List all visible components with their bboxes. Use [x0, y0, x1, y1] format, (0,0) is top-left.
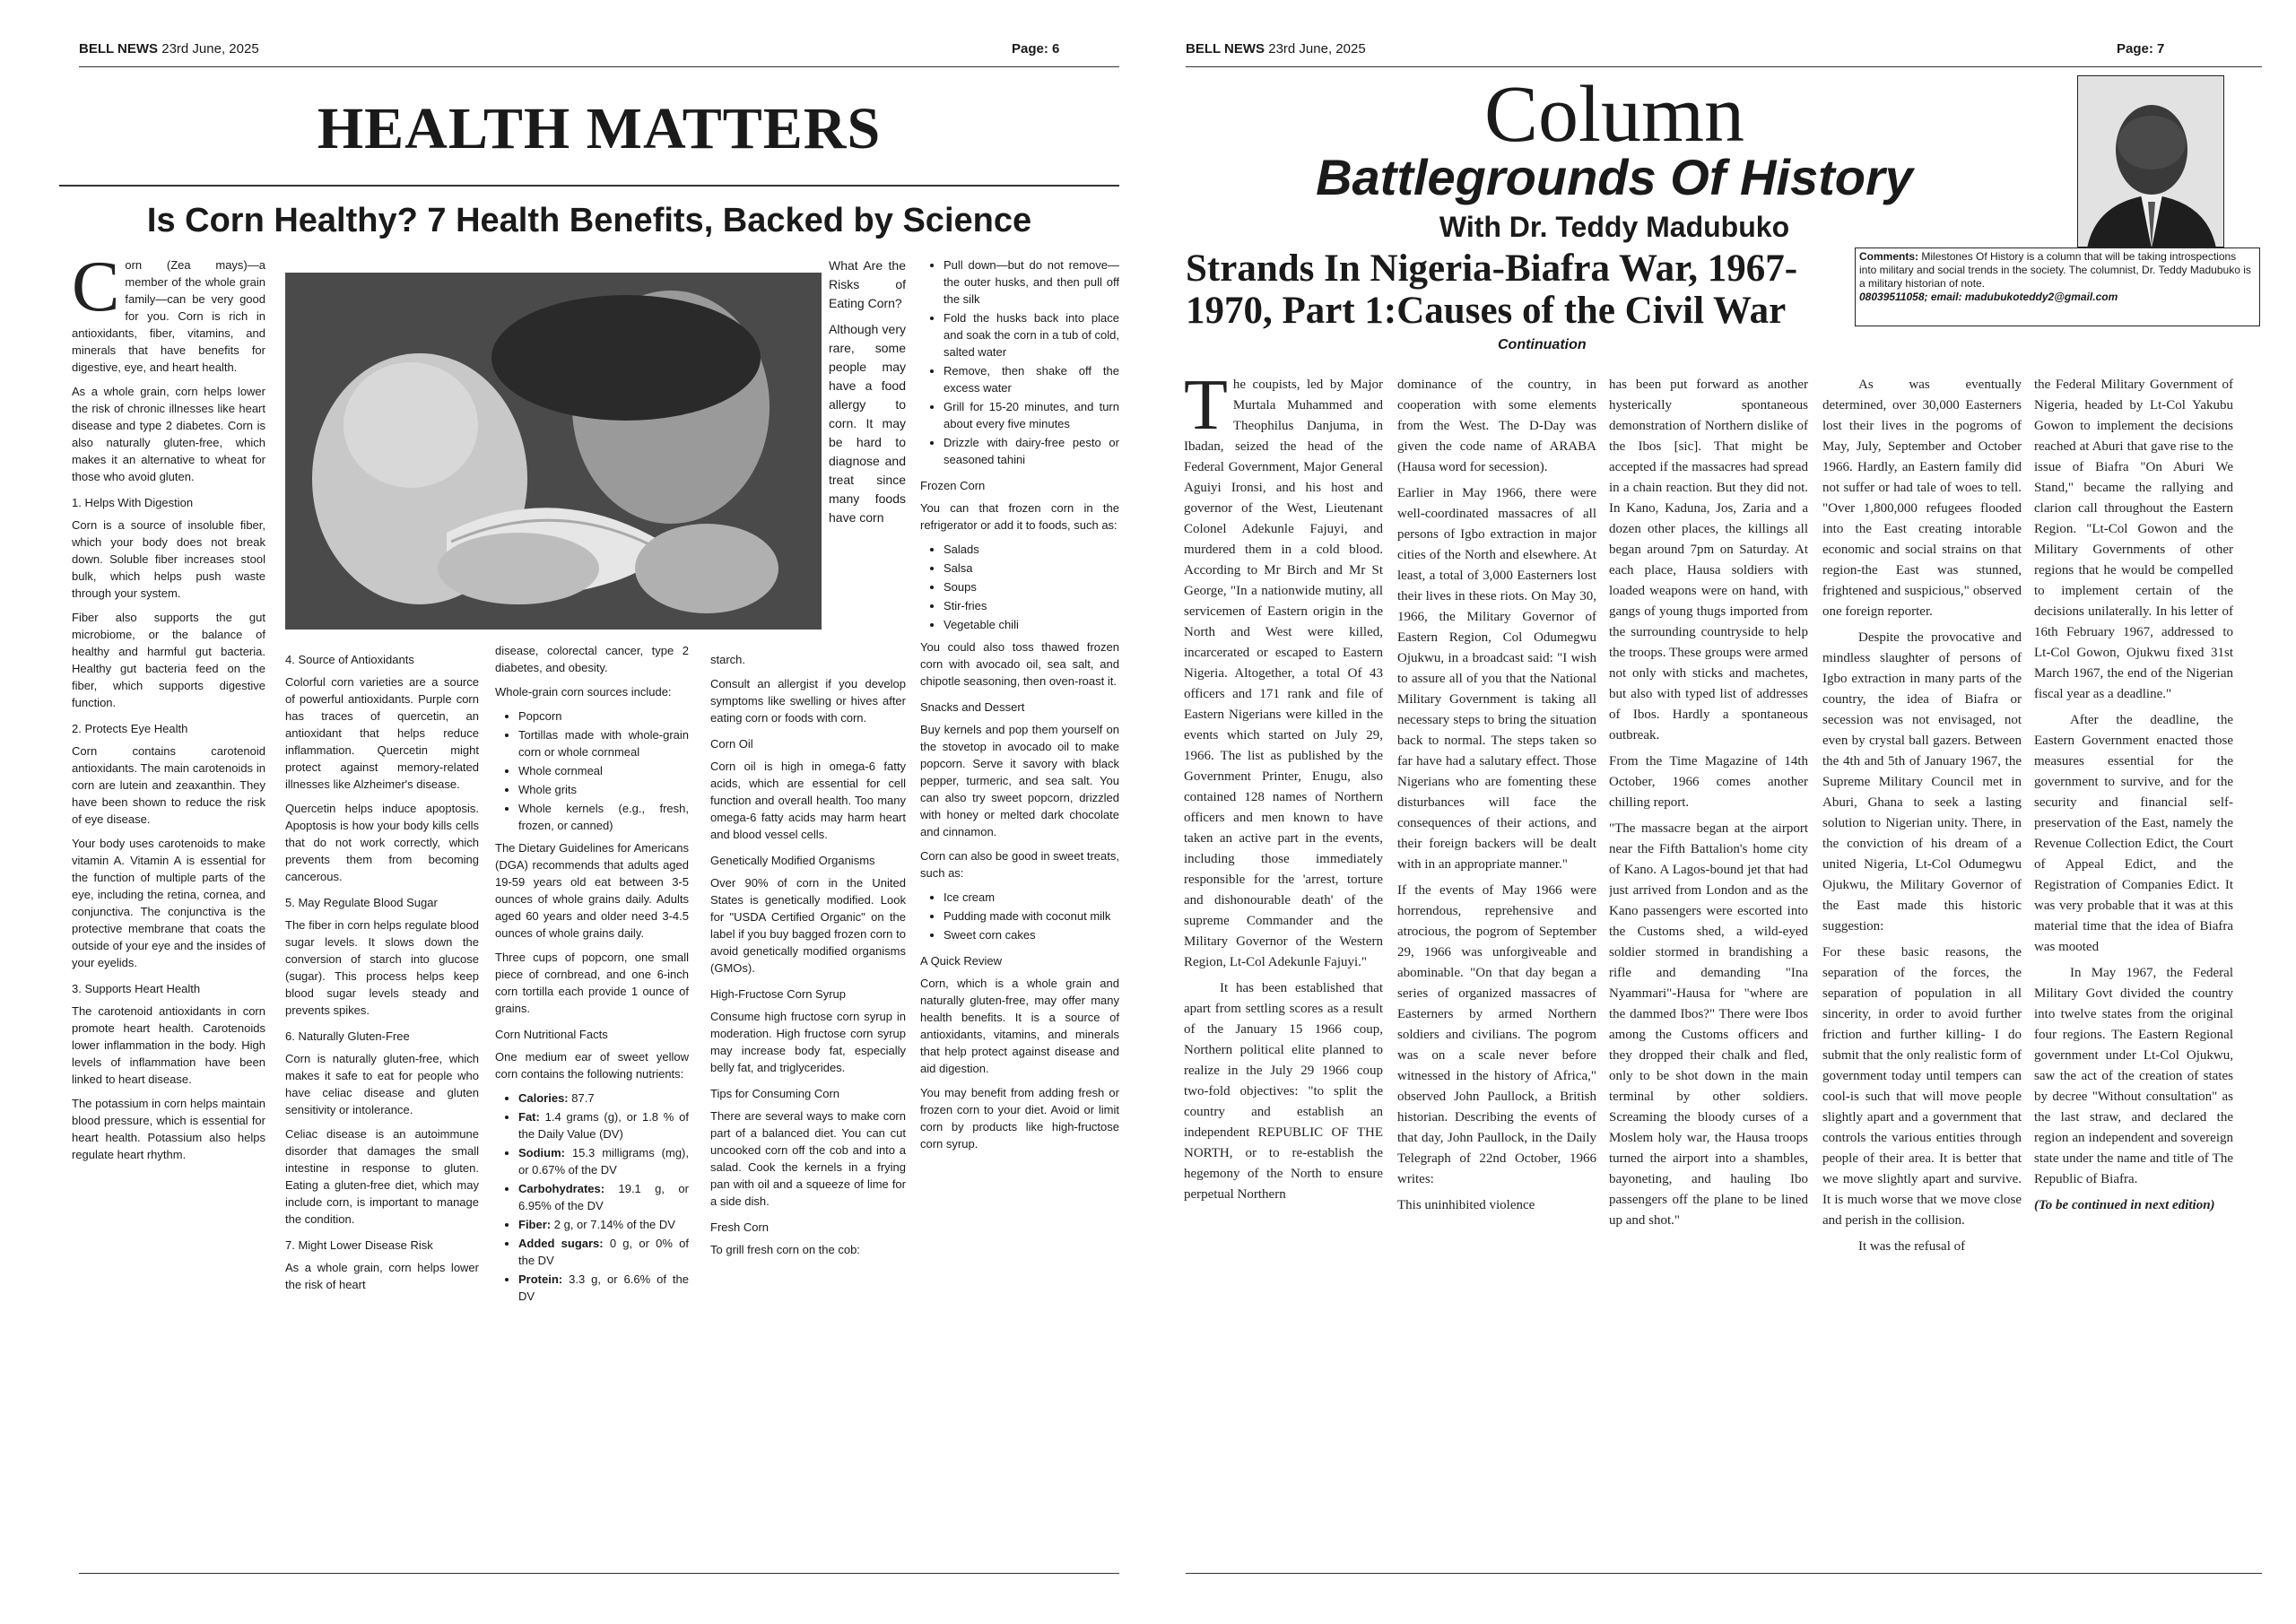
- paragraph: To grill fresh corn on the cob:: [710, 1243, 860, 1256]
- paragraph: Despite the provocative and mindless slaughter of persons of Igbo extraction in many parts of the country, the idea of Biafra or secession was not envisaged, not even by crystal ball gazers. Between the 4th and 5th of January 1967, the Supreme Military Council met in Aburi, Ghana to seek a lasting solution to Nigerian unity. There, in the conviction of his dream of a united Nigeria, Lt-Col Odumegwu Ojukwu, the Military Governor of the East made this historic suggestion:: [1822, 630, 2022, 934]
- paragraph: There are several ways to make corn part of a balanced diet. You can cut uncooked corn off the cob and into a salad. Cook the kernels in a frying pan with oil and a squeeze of lime for a side dish.: [710, 1109, 906, 1208]
- nutrient-name: Fat:: [518, 1110, 540, 1124]
- paragraph: Colorful corn varieties are a source of powerful antioxidants. Purple corn has traces of quercetin, an antioxidant that helps reduce inflammation. Quercetin might protect against memory-related illnesses like Alzheimer's disease.: [285, 675, 479, 791]
- paragraph: You may benefit from adding fresh or frozen corn to your diet. Avoid or limit corn by products like high-fructose corn syrup.: [920, 1086, 1119, 1151]
- list-item: • Grill for 15-20 minutes, and turn about every five minutes: [944, 398, 1119, 432]
- drop-cap: C: [72, 256, 120, 326]
- paragraph: Whole-grain corn sources include:: [495, 685, 672, 699]
- list-item: [518, 1180, 689, 1214]
- comments-text: Milestones Of History is a column that will be taking introspections into military and social trends in the society. The columnist, Dr. Teddy Madubuko is a military historian of note.: [1859, 250, 2251, 290]
- paper-name: BELL NEWS: [1186, 41, 1265, 56]
- subheading: 1. Helps With Digestion: [72, 496, 194, 509]
- nutrient-value: 1.4 grams (g), or 1.8 % of the Daily Value (DV): [518, 1110, 689, 1141]
- continuation-label: Continuation: [1498, 337, 1587, 352]
- paragraph: disease, colorectal cancer, type 2 diabetes, and obesity.: [495, 644, 689, 674]
- paragraph: dominance of the country, in cooperation with some elements from the West. The D-Day was given the code name of ARABA (Hausa word for secession).: [1397, 378, 1596, 474]
- paragraph: It has been established that apart from settling scores as a result of the January 15 1966 coup, Northern political elite planned to realize in the July 29 1966 coup two-fold objectives: "to split the country and establish an independent REPUBLIC OF THE NORTH, or to re-establish the hegemony of the North to ensure perpetual Northern: [1184, 981, 1383, 1202]
- list-item: • Fold the husks back into place and soak the corn in a tub of cold, salted water: [944, 309, 1119, 360]
- paragraph: This uninhibited violence: [1397, 1198, 1535, 1212]
- paragraph: The carotenoid antioxidants in corn promote heart health. Carotenoids lower inflammation in the body. High levels of inflammation have been linked to heart disease.: [72, 1004, 265, 1086]
- subheading: A Quick Review: [920, 954, 1003, 968]
- nutrient-value: 3.3 g, or 6.6% of the DV: [518, 1272, 689, 1303]
- nutrient-value: 2 g, or 7.14% of the DV: [553, 1218, 675, 1231]
- subheading: 5. May Regulate Blood Sugar: [285, 896, 438, 909]
- sweet-treats-list: [944, 889, 1119, 943]
- subheading: 4. Source of Antioxidants: [285, 653, 414, 666]
- list-item: [518, 1108, 689, 1142]
- article-headline: Is Corn Healthy? 7 Health Benefits, Backed by Science: [146, 202, 1032, 239]
- history-column-2: [1397, 375, 1596, 1576]
- running-header-right: [1186, 41, 1366, 56]
- drop-cap: T: [1184, 375, 1228, 445]
- list-item: • Pudding made with coconut milk: [944, 908, 1119, 925]
- paragraph: Over 90% of corn in the United States is genetically modified. Look for "USDA Certified Organic" on the label if you buy bagged frozen corn to avoid genetically modified organisms (GMOs).: [710, 876, 906, 975]
- list-item: • Salads: [944, 541, 1119, 558]
- list-item: • Remove, then shake off the excess water: [944, 362, 1119, 396]
- nutrient-name: Protein:: [518, 1272, 563, 1286]
- footer-rule: [79, 1573, 1119, 1574]
- paragraph: The potassium in corn helps maintain blood pressure, which is essential for heart health. Potassium also helps regulate heart rhythm.: [72, 1097, 265, 1161]
- paragraph: Corn is naturally gluten-free, which makes it safe to eat for people who have celiac disease and gluten sensitivity or intolerance.: [285, 1052, 479, 1116]
- list-item: [518, 1271, 689, 1305]
- history-column-1: [1184, 375, 1383, 1576]
- subheading: Snacks and Dessert: [920, 700, 1025, 714]
- paragraph: Buy kernels and pop them yourself on the stovetop in avocado oil to make popcorn. Serve it savory with black pepper, turmeric, and sea salt. You can also try sweet popcorn, drizzled with honey or melted dark chocolate and cinnamon.: [920, 723, 1119, 838]
- page-number: Page: 7: [2117, 41, 2165, 56]
- health-column-4: [710, 651, 906, 1566]
- list-item: • Vegetable chili: [944, 616, 1119, 633]
- nutrient-value: 87.7: [571, 1091, 595, 1105]
- page-7: [1148, 0, 2296, 1624]
- paragraph: the Federal Military Government of Nigeria, headed by Lt-Col Yakubu Gowon to implement the decisions reached at Aburi that gave rise to the issue of Biafra "On Aburi We Stand," became the rallying and clarion call throughout the Eastern Region. "Lt-Col Gowon and the Military Governments of other regions that he would be compelled to implement certain of the decisions unilaterally. In his letter of 16th February 1967, addressed to Lt-Col Gowon, Ojukwu fixed 31st March 1967, the end of the Nigerian fiscal year as a deadline.": [2034, 378, 2233, 701]
- health-column-5: [920, 256, 1119, 1566]
- nutrient-name: Added sugars:: [518, 1237, 604, 1250]
- column-word: Column: [1483, 70, 1745, 159]
- comments-box: [1855, 248, 2260, 326]
- subheading: Frozen Corn: [920, 479, 986, 492]
- nutrient-name: Sodium:: [518, 1146, 565, 1159]
- health-column-3: [495, 642, 689, 1566]
- list-item: • Whole cornmeal: [518, 762, 689, 779]
- paragraph: starch.: [710, 653, 746, 666]
- nutrient-name: Fiber:: [518, 1218, 552, 1231]
- page-number: Page: 6: [1012, 41, 1060, 56]
- whole-grain-list: [518, 708, 689, 834]
- paragraph: Consult an allergist if you develop symptoms like swelling or hives after eating corn or foods with corn.: [710, 677, 906, 725]
- corn-photo: [285, 273, 822, 630]
- subheading: Corn Nutritional Facts: [495, 1028, 608, 1041]
- paragraph: As a whole grain, corn helps lower the risk of heart: [285, 1261, 479, 1291]
- section-rule: [59, 185, 1119, 187]
- subheading: Tips for Consuming Corn: [710, 1087, 840, 1100]
- footer-rule: [1186, 1573, 2262, 1574]
- list-item: • Drizzle with dairy-free pesto or seasoned tahini: [944, 434, 1119, 468]
- paragraph: From the Time Magazine of 14th October, 1966 comes another chilling report.: [1609, 754, 1808, 810]
- byline: With Dr. Teddy Madubuko: [1439, 211, 1790, 243]
- header-rule: [1186, 66, 2262, 67]
- columnist-photo: [2077, 75, 2224, 248]
- paragraph: It was the refusal of: [1858, 1239, 1966, 1254]
- comments-label: Comments:: [1859, 250, 1919, 263]
- list-item: • Pull down—but do not remove—the outer husks, and then pull off the silk: [944, 256, 1119, 308]
- contact-info: 08039511058; email: madubukoteddy2@gmail.com: [1859, 291, 2118, 303]
- list-item: • Ice cream: [944, 889, 1119, 906]
- paragraph: Earlier in May 1966, there were well-coordinated massacres of all persons of Igbo extraction in major cities of the North and elsewhere. At least, a total of 3,000 Easterners lost their lives in these riots. On May 30, 1966, the Military Governor of Eastern Region, Col Odumegwu Ojukwu, in a broadcast said: "I wish to assure all of you that the National Military Government is taking all necessary steps to bring the situation back to normal. The steps taken so far have had a salutary effect. Those Nigerians who are fomenting these disturbances will face the consequences of their actions, and their foreign backers will be dealt with in an appropriate manner.": [1397, 486, 1596, 872]
- paragraph: Fiber also supports the gut microbiome, or the balance of healthy and harmful gut bacteria. Healthy gut bacteria feed on the fiber, which supports digestive function.: [72, 611, 265, 709]
- paragraph: Corn contains carotenoid antioxidants. The main carotenoids in corn are lutein and zeaxanthin. They have been shown to reduce the risk of eye disease.: [72, 744, 265, 826]
- history-column-5: [2034, 375, 2233, 1576]
- subheading: Corn Oil: [710, 737, 753, 751]
- subheading: Genetically Modified Organisms: [710, 854, 875, 867]
- grill-steps-list: [944, 256, 1119, 468]
- subheading: 7. Might Lower Disease Risk: [285, 1238, 433, 1252]
- paragraph: has been put forward as another hysterically spontaneous demonstration of Northern dislike of the Ibos [sic]. That might be accepted if the massacres had spread in a chain reaction. But they did not. In Kano, Kaduna, Jos, Zaria and a dozen other places, the killings all began around 7pm on Saturday. At each place, Hausa soldiers with loaded weapons were on hand, with gangs of young thugs imported from the surrounding countryside to help the troops. These groups were armed not only with sticks and machetes, but also with typed list of addresses of Ibos. Hardly a spontaneous outbreak.: [1609, 378, 1808, 743]
- running-header-left: [79, 41, 259, 56]
- history-column-3: [1609, 375, 1808, 1576]
- paragraph: Celiac disease is an autoimmune disorder that damages the small intestine in response to gluten. Eating a gluten-free diet, which may include corn, is important to manage the condition.: [285, 1127, 479, 1226]
- paragraph: he coupists, led by Major Murtala Muhammed and Theophilus Danjuma, in Ibadan, seized the head of the Federal Government, Major General Aguiyi Ironsi, and his host and governor of the West, Lieutenant Colonel Adekunle Fajuyi, and murdered them in a cold blood. According to Mr Birch and Mr St George, "In a nationwide mutiny, all servicemen of Eastern origin in the North and West were killed, incarcerated or escaped to Eastern Nigeria. Altogether, a total Of 43 officers and 171 rank and file of Eastern Nigerians were killed in the events which started on July 29, 1966. The list as published by the Government Printer, Enugu, also contained 128 names of Northern officers and men known to have taken an active part in the events, including those immediately responsible for the 'arrest, torture and dishonourable death' of the supreme Commander and the Military Governor of the Western Region, Lt-Col Adekunle Fajuyi.": [1184, 378, 1383, 969]
- issue-date: 23rd June, 2025: [1268, 41, 1366, 56]
- risks-column-top: [829, 256, 906, 651]
- list-item: • Stir-fries: [944, 597, 1119, 614]
- paragraph: Corn, which is a whole grain and naturally gluten-free, may offer many health benefits. It is a source of antioxidants, vitamins, and minerals that help protect against disease and aid digestion.: [920, 977, 1119, 1075]
- list-item: • Popcorn: [518, 708, 689, 725]
- list-item: • Whole kernels (e.g., fresh, frozen, or canned): [518, 800, 689, 834]
- paragraph: After the deadline, the Eastern Government enacted those measures essential for the government to survive, and for the security and financial self-preservation of the East, namely the Revenue Collection Edict, the Court of Appeal Edict, and the Registration of Companies Edict. It was very probable that it was at this material time that the idea of Biafra was mooted: [2034, 713, 2233, 954]
- list-item: • Sweet corn cakes: [944, 926, 1119, 943]
- nutrient-list: [518, 1090, 689, 1305]
- paragraph: As was eventually determined, over 30,000 Easterners lost their lives in the pogroms of May, July, September and October 1966. Hardly, an Eastern family did not suffer or had tale of woes to tell. "Over 1,800,000 refugees flooded into the East creating intorable economic and social strains on that region-the East was stunned, frightened and suspicious," observed one foreign reporter.: [1822, 378, 2022, 619]
- paragraph: You could also toss thawed frozen corn with avocado oil, sea salt, and chipotle seasoning, then oven-roast it.: [920, 640, 1119, 688]
- list-item: [518, 1216, 689, 1233]
- subheading: 3. Supports Heart Health: [72, 982, 201, 995]
- intro-paragraph: orn (Zea mays)—a member of the whole grain family—can be very good for you. Corn is rich in antioxidants, fiber, vitamins, and minerals that have benefits for digestive, eye, and heart health.: [72, 258, 265, 374]
- paragraph: Three cups of popcorn, one small piece of cornbread, and one 6-inch corn tortilla each provide 1 ounce of grains.: [495, 951, 689, 1015]
- frozen-corn-list: [944, 541, 1119, 633]
- issue-date: 23rd June, 2025: [161, 41, 259, 56]
- list-item: • Soups: [944, 578, 1119, 595]
- health-column-1: [72, 256, 265, 1548]
- paragraph: The fiber in corn helps regulate blood sugar levels. It slows down the conversion of starch into glucose (sugar). This process helps keep blood sugar levels steady and prevents spikes.: [285, 918, 479, 1017]
- paragraph: Corn is a source of insoluble fiber, which your body does not break down. Soluble fiber increases stool bulk, which helps push waste through your system.: [72, 518, 265, 600]
- paragraph: If the events of May 1966 were horrendous, reprehensive and atrocious, the pogrom of September 29, 1966 was unforgiveable and abominable. "On that day began a series of organized massacres of Easterners by armed Northern soldiers and civilians. The pogrom was on a scale never before witnessed in the history of Africa," observed John Paullock, a British historian. Describing the events of that day, John Paullock, in the Daily Telegraph of 22nd October, 1966 writes:: [1397, 883, 1596, 1186]
- paragraph: Corn oil is high in omega-6 fatty acids, which are essential for cell function and overall health. Too many omega-6 fatty acids may harm heart and blood vessel cells.: [710, 760, 906, 841]
- nutrient-value: 15.3 milligrams (mg), or 0.67% of the DV: [518, 1146, 689, 1177]
- paragraph: As a whole grain, corn helps lower the risk of chronic illnesses like heart disease and type 2 diabetes. Corn is also naturally gluten-free, which makes it an alternative to wheat for those who avoid gluten.: [72, 385, 265, 483]
- list-item: [518, 1090, 689, 1107]
- list-item: [518, 1144, 689, 1178]
- history-column-4: [1822, 375, 2022, 1576]
- paragraph: Although very rare, some people may have a food allergy to corn. It may be hard to diagnose and treat since many foods have corn: [829, 322, 906, 525]
- list-item: [518, 1235, 689, 1269]
- list-item: • Salsa: [944, 560, 1119, 577]
- health-column-2: [285, 651, 479, 1566]
- paragraph: Your body uses carotenoids to make vitamin A. Vitamin A is essential for the function of multiple parts of the eye, including the retina, cornea, and conjunctiva. The conjunctiva is the protective membrane that coats the outside of your eye and the insides of your eyelids.: [72, 837, 265, 969]
- paragraph: Corn can also be good in sweet treats, such as:: [920, 849, 1119, 880]
- nutrient-value: 19.1 g, or 6.95% of the DV: [518, 1182, 689, 1212]
- list-item: • Whole grits: [518, 781, 689, 798]
- paragraph: Consume high fructose corn syrup in moderation. High fructose corn syrup may increase body fat, especially belly fat, and triglycerides.: [710, 1010, 906, 1074]
- subheading: 6. Naturally Gluten-Free: [285, 1029, 410, 1043]
- paragraph: In May 1967, the Federal Military Govt divided the country into twelve states from the original four regions. The Eastern Regional government under Lt-Col Ojukwu, saw the act of the creation of states by decree "Without consultation" as the last straw, and declared the region an independent and sovereign state under the name and title of The Republic of Biafra.: [2034, 966, 2233, 1186]
- subheading: High-Fructose Corn Syrup: [710, 987, 846, 1001]
- nutrient-value: 0 g, or 0% of the DV: [518, 1237, 689, 1267]
- paragraph: "The massacre began at the airport near the Fifth Battalion's home city of Kano. A Lagos-bound jet that had just arrived from London and as the Kano passengers were escorted into the Customs shed, a wild-eyed soldier stormed in brandishing a rifle and demanding "Ina Nyammari"-Hausa for "where are the dammed Ibos?" There were Ibos among the Customs officers and they dropped their chalk and fled, only to be shot down in the main terminal by other soldiers. Screaming the bloody curses of a Moslem holy war, the Hausa troops turned the airport into a shambles, bayoneting, and hauling Ibo passengers off the plane to be lined up and shot.": [1609, 821, 1808, 1228]
- nutrient-name: Calories:: [518, 1091, 569, 1105]
- paragraph: One medium ear of sweet yellow corn contains the following nutrients:: [495, 1050, 689, 1081]
- paragraph: For these basic reasons, the separation of the forces, the separation of population in all sincerity, in order to avoid further friction and further killing- I do submit that the only realistic form of government today until tempers can cool-is such that will move people slightly apart and a government that controls the various entities through people of their area. It is better that we move slightly apart and survive. It is much worse that we move close and perish in the collision.: [1822, 945, 2022, 1228]
- paragraph: You can that frozen corn in the refrigerator or add it to foods, such as:: [920, 501, 1119, 532]
- paragraph: The Dietary Guidelines for Americans (DGA) recommends that adults aged 19-59 years old eat between 3-5 ounces of whole grains daily. Adults aged 60 years and older need 3-4.5 ounces of whole grains daily.: [495, 841, 689, 940]
- subheading: What Are the Risks of Eating Corn?: [829, 258, 906, 310]
- article-headline: Strands In Nigeria-Biafra War, 1967-1970, Part 1:Causes of the Civil War: [1186, 248, 1798, 332]
- header-rule: [79, 66, 1119, 67]
- section-title: HEALTH MATTERS: [317, 96, 882, 161]
- subheading: 2. Protects Eye Health: [72, 722, 188, 735]
- columnist-portrait-photo: [2078, 76, 2224, 248]
- mother-baby-eating-corn-photo: [285, 273, 822, 630]
- paper-name: BELL NEWS: [79, 41, 159, 56]
- series-title: Battlegrounds Of History: [1316, 149, 1913, 205]
- to-be-continued: (To be continued in next edition): [2034, 1198, 2215, 1212]
- subheading: Fresh Corn: [710, 1220, 770, 1234]
- nutrient-name: Carbohydrates:: [518, 1182, 605, 1195]
- list-item: • Tortillas made with whole-grain corn or whole cornmeal: [518, 726, 689, 760]
- paragraph: Quercetin helps induce apoptosis. Apoptosis is how your body kills cells that do not work correctly, which prevents them from becoming cancerous.: [285, 802, 479, 883]
